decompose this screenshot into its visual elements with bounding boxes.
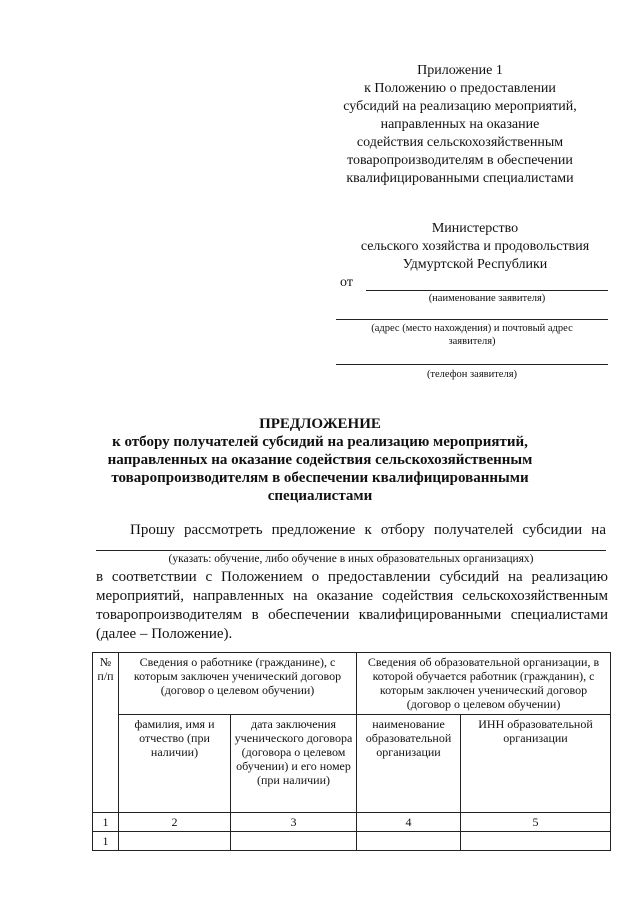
table-cell[interactable] — [357, 832, 461, 851]
title-line: товаропроизводителям в обеспечении квалифицированными — [111, 470, 529, 486]
numbering-cell: 4 — [357, 813, 461, 832]
appendix-line: направленных на оказание — [380, 117, 540, 132]
table-cell[interactable] — [231, 832, 357, 851]
subsidy-table — [92, 652, 611, 851]
applicant-name-field[interactable] — [366, 290, 608, 291]
table-cell[interactable] — [461, 832, 611, 851]
numbering-cell: 5 — [461, 813, 611, 832]
applicant-address-field[interactable] — [336, 319, 608, 320]
worker-group-header: Сведения о работнике (гражданине), с которым заключен ученический договор (договор о целевом обучении) — [119, 653, 357, 715]
applicant-name-caption: (наименование заявителя) — [428, 293, 546, 304]
intro-sentence: Прошу рассмотреть предложение к отбору получателей субсидии на — [130, 522, 606, 538]
fullname-header: фамилия, имя и отчество (при наличии) — [119, 715, 231, 813]
from-label: от — [340, 275, 353, 290]
recipient-line: Министерство — [431, 221, 519, 236]
org-inn-header: ИНН образовательной организации — [461, 715, 611, 813]
recipient-block — [330, 220, 620, 274]
training-type-field[interactable] — [96, 550, 606, 551]
org-name-header: наименование образовательной организации — [357, 715, 461, 813]
address-caption-line: заявителя) — [448, 336, 496, 347]
document-title — [60, 415, 580, 505]
table-cell: 1 — [93, 832, 119, 851]
appendix-line: Приложение 1 — [417, 63, 503, 78]
applicant-phone-field[interactable] — [336, 364, 608, 365]
appendix-line: квалифицированными специалистами — [346, 171, 574, 186]
training-type-caption: (указать: обучение, либо обучение в иных образовательных организациях) — [168, 553, 534, 565]
title-line: специалистами — [267, 488, 373, 504]
paragraph-line: в соответствии с Положением о предоставлении субсидий на реализацию — [96, 569, 608, 585]
table-subheader-row — [93, 715, 611, 813]
contract-date-header: дата заключения ученического договора (договора о целевом обучении) и его номер (при наличии) — [231, 715, 357, 813]
title-line: к отбору получателей субсидий на реализацию мероприятий, — [112, 434, 528, 450]
org-group-header: Сведения об образовательной организации, в которой обучается работник (гражданин), с которым заключен ученический договор (договор о целевом обучении) — [357, 653, 611, 715]
paragraph-line: мероприятий, направленных на оказание содействия сельскохозяйственным — [96, 588, 608, 604]
table-row — [93, 832, 611, 851]
table-numbering-row — [93, 813, 611, 832]
appendix-line: товаропроизводителям в обеспечении — [347, 153, 573, 168]
recipient-line: Удмуртской Республики — [402, 257, 548, 272]
appendix-line: к Положению о предоставлении — [364, 81, 556, 96]
appendix-header — [300, 62, 620, 188]
table-header-row — [93, 653, 611, 715]
title-line: направленных на оказание содействия сельскохозяйственным — [107, 452, 533, 468]
appendix-line: содействия сельскохозяйственным — [356, 135, 564, 150]
table-cell[interactable] — [119, 832, 231, 851]
numbering-cell: 2 — [119, 813, 231, 832]
recipient-line: сельского хозяйства и продовольствия — [360, 239, 590, 254]
appendix-line: субсидий на реализацию мероприятий, — [343, 99, 577, 114]
numbering-cell: 1 — [93, 813, 119, 832]
numbering-cell: 3 — [231, 813, 357, 832]
col-number-header: № п/п — [93, 653, 119, 813]
paragraph-line: товаропроизводителям в обеспечении квалифицированными специалистами — [96, 607, 608, 623]
applicant-phone-caption: (телефон заявителя) — [426, 369, 518, 380]
applicant-address-caption — [336, 322, 608, 348]
body-paragraph — [96, 568, 608, 644]
title-heading: ПРЕДЛОЖЕНИЕ — [259, 416, 381, 432]
paragraph-line: (далее – Положение). — [96, 626, 233, 642]
address-caption-line: (адрес (место нахождения) и почтовый адрес — [371, 323, 573, 334]
